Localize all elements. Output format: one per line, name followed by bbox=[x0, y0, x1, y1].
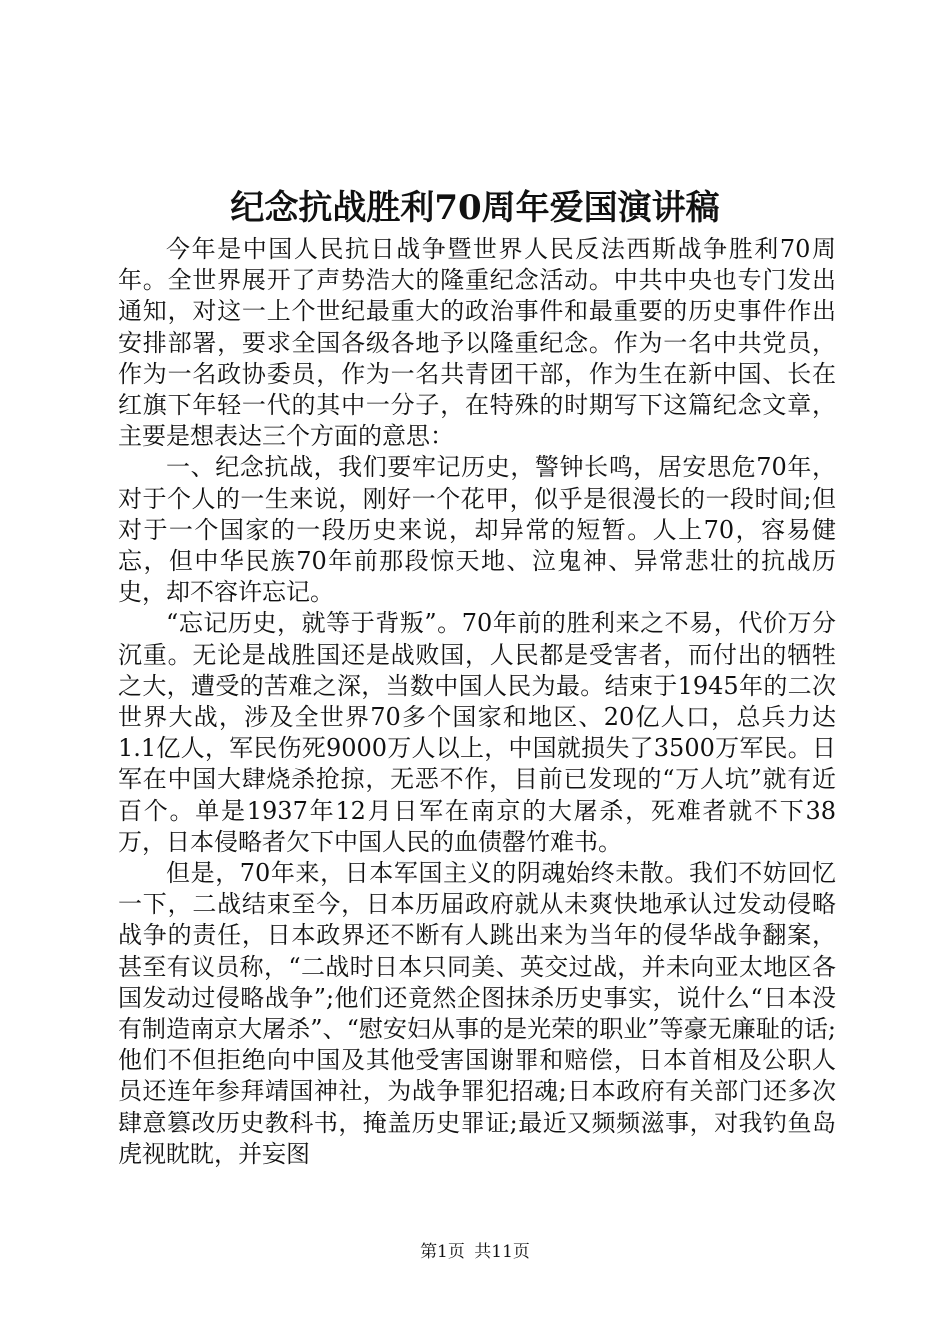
document-body bbox=[118, 234, 836, 1170]
paragraph: 但是，70年来，日本军国主义的阴魂始终未散。我们不妨回忆一下，二战结束至今，日本历届政府就从未爽快地承认过发动侵略战争的责任，日本政界还不断有人跳出来为当年的侵华战争翻案，甚至有议员称，“二战时日本只同美、英交过战，并未向亚太地区各国发动过侵略战争”;他们还竟然企图抹杀历史事实，说什么“日本没有制造南京大屠杀”、“慰安妇从事的是光荣的职业”等豪无廉耻的话;他们不但拒绝向中国及其他受害国谢罪和赔偿，日本首相及公职人员还连年参拜靖国神社，为战争罪犯招魂;日本政府有关部门还多次肆意篡改历史教科书，掩盖历史罪证;最近又频频滋事，对我钓鱼岛虎视眈眈，并妄图 bbox=[118, 859, 836, 1168]
paragraph: “忘记历史，就等于背叛”。70年前的胜利来之不易，代价万分沉重。无论是战胜国还是战败国，人民都是受害者，而付出的牺牲之大，遭受的苦难之深，当数中国人民为最。结束于1945年的二次世界大战，涉及全世界70多个国家和地区、20亿人口，总兵力达1.1亿人，军民伤死9000万人以上，中国就损失了3500万军民。日军在中国大肆烧杀抢掠，无恶不作，目前已发现的“万人坑”就有近百个。单是1937年12月日军在南京的大屠杀，死难者就不下38万，日本侵略者欠下中国人民的血债罄竹难书。 bbox=[118, 609, 836, 856]
document-title: 纪念抗战胜利70周年爱国演讲稿 bbox=[230, 188, 720, 228]
paragraph: 一、纪念抗战，我们要牢记历史，警钟长鸣，居安思危70年，对于个人的一生来说，刚好一个花甲，似乎是很漫长的一段时间;但对于一个国家的一段历史来说，却异常的短暂。人上70，容易健忘，但中华民族70年前那段惊天地、泣鬼神、异常悲壮的抗战历史，却不容许忘记。 bbox=[118, 453, 836, 607]
paragraph: 今年是中国人民抗日战争暨世界人民反法西斯战争胜利70周年。全世界展开了声势浩大的隆重纪念活动。中共中央也专门发出通知，对这一上个世纪最重大的政治事件和最重要的历史事件作出安排部署，要求全国各级各地予以隆重纪念。作为一名中共党员，作为一名政协委员，作为一名共青团干部，作为生在新中国、长在红旗下年轻一代的其中一分子，在特殊的时期写下这篇纪念文章，主要是想表达三个方面的意思： bbox=[118, 235, 836, 451]
page-total: 共11页 bbox=[474, 1242, 530, 1262]
page-number: 第1页 bbox=[420, 1242, 465, 1262]
page-footer bbox=[0, 1240, 950, 1264]
